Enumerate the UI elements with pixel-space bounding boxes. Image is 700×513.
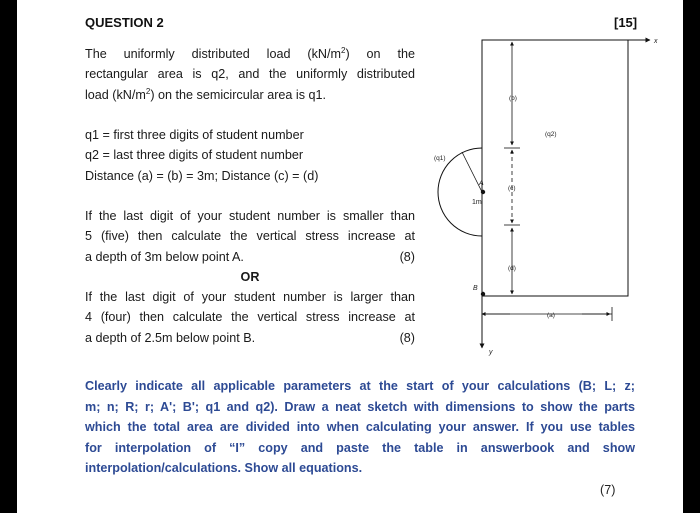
- or-separator: OR: [240, 269, 260, 284]
- point-b: [481, 292, 485, 296]
- definitions: [85, 125, 415, 186]
- point-a: [481, 190, 485, 194]
- question-page: [17, 0, 683, 513]
- condition-a-marks: (8): [399, 249, 415, 264]
- condition-b-line-1: If the last digit of your student number is larger than: [85, 290, 415, 305]
- instruction-line-2: m; n; R; r; A'; B'; q1 and q2). Draw a neat sketch with dimensions to show the parts: [85, 399, 635, 414]
- instruction-line-1: Clearly indicate all applicable parameters at the start of your calculations (B; L; z;: [85, 379, 635, 393]
- instruction-marks: (7): [600, 483, 616, 497]
- dimension-b-label: (b): [509, 95, 517, 102]
- condition-b-marks: (8): [399, 330, 415, 345]
- conditions: [85, 206, 415, 348]
- condition-a-line-1: If the last digit of your student number is smaller than: [85, 209, 415, 223]
- point-a-label: A: [479, 180, 484, 187]
- x-axis-label: x: [654, 38, 658, 45]
- radius-label: 1m: [472, 199, 482, 206]
- condition-b-line-2: 4 (four) then calculate the vertical stress increase at: [85, 310, 415, 325]
- total-marks: [15]: [614, 15, 638, 30]
- definition-distances: Distance (a) = (b) = 3m; Distance (c) = (d): [85, 168, 319, 183]
- definition-q1: q1 = first three digits of student number: [85, 128, 304, 142]
- condition-b-line-3: a depth of 2.5m below point B. (8): [85, 328, 415, 348]
- question-title: QUESTION 2: [85, 15, 164, 30]
- q1-label: (q1): [434, 155, 446, 162]
- loading-diagram: [412, 28, 672, 368]
- dimension-d-label: (d): [508, 265, 516, 272]
- q2-label: (q2): [545, 131, 557, 138]
- dimension-a-label: (a): [547, 312, 555, 319]
- instruction-line-5: interpolation/calculations. Show all equations.: [85, 461, 363, 475]
- definition-q2: q2 = last three digits of student number: [85, 148, 304, 163]
- condition-a-line-2: 5 (five) then calculate the vertical stress increase at: [85, 229, 415, 244]
- intro-line-1: The uniformly distributed load $(kN/m^2)$ on the: [85, 45, 415, 61]
- problem-intro: [85, 44, 415, 105]
- y-axis-label: y: [489, 349, 493, 356]
- point-b-label: B: [473, 285, 478, 292]
- intro-line-2: rectangular area is q2, and the uniformly distributed: [85, 67, 415, 82]
- intro-line-3: load $(kN/m^2)$ on the semicircular area is q1.: [85, 86, 327, 102]
- condition-a-line-3: a depth of 3m below point A. (8): [85, 247, 415, 267]
- dimension-c-label: (c): [508, 185, 516, 192]
- instruction-line-3: which the total area are divided into when calculating your answer. If you use tables: [85, 420, 635, 434]
- instructions: [85, 376, 635, 479]
- rectangle-area: [482, 40, 628, 296]
- instruction-line-4: for interpolation of “I” copy and paste the table in answerbook and show: [85, 440, 635, 455]
